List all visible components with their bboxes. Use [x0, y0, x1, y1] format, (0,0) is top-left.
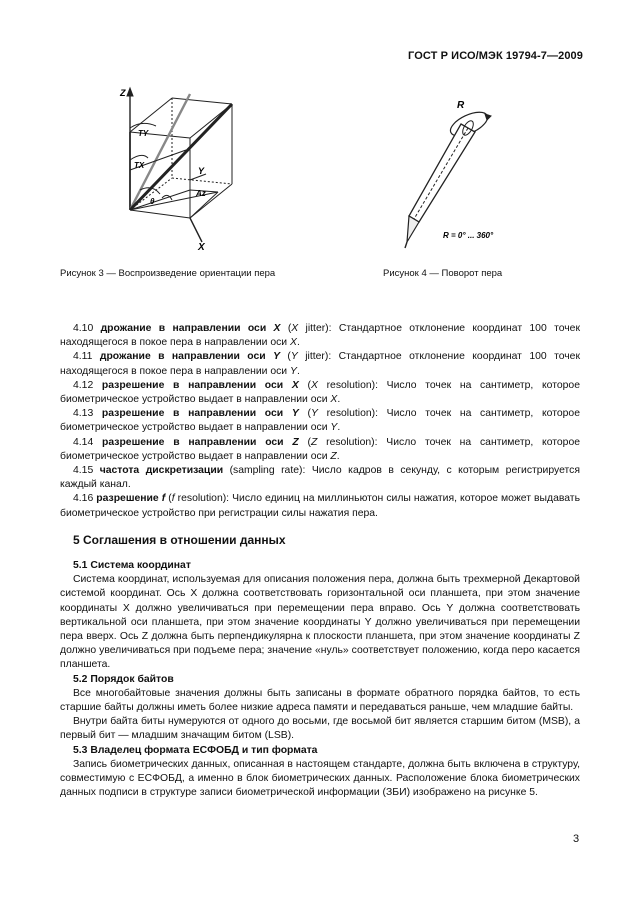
section-5-2-paragraph-2: Внутри байта биты нумеруются от одного до восьми, где восьмой бит является старшим битом (MSB), а первый бит — младшим значащим битом (LSB). — [60, 716, 580, 742]
definition-4-14: 4.14 разрешение в направлении оси Z (Z resolution): Число точек на сантиметр, которое биометрическое устройство выдает в направлении оси Z. — [60, 436, 581, 462]
definition-4-13: 4.13 разрешение в направлении оси Y (Y resolution): Число точек на сантиметр, которое биометрическое устройство выдает в направлении оси Y. — [60, 408, 580, 434]
z-axis-label: Z — [120, 88, 126, 98]
rotation-range-label: R = 0° ... 360° — [443, 231, 494, 240]
figure-4-pen-rotation-diagram — [395, 92, 505, 252]
theta-label: θ — [150, 197, 155, 206]
definition-4-10: 4.10 дрожание в направлении оси X (X jitter): Стандартное отклонение координат 100 точек находящегося в покое пера в направлении оси X. — [60, 323, 581, 349]
figure-3-pen-orientation-diagram — [110, 82, 250, 254]
document-body — [60, 322, 580, 801]
y-axis-label: Y — [198, 166, 205, 176]
section-5-heading: 5 Соглашения в отношении данных — [73, 532, 286, 547]
ty-angle-label: TY — [138, 129, 149, 138]
section-5-2-heading: 5.2 Порядок байтов — [73, 673, 174, 685]
section-5-2-paragraph-1: Все многобайтовые значения должны быть записаны в формате обратного порядка байтов, то есть старшие байты должны иметь более низкие адреса памяти и передаваться раньше, чем младшие байты. — [60, 687, 580, 714]
section-5-3-heading: 5.3 Владелец формата ЕСФОБД и тип формата — [73, 744, 318, 756]
definition-4-16: 4.16 разрешение f (f resolution): Число единиц на миллиньютон силы нажатия, которое может выдавать биометрическое устройство при регистрации силы нажатия пера. — [60, 493, 580, 519]
definition-4-15: 4.15 частота дискретизации (sampling rate): Число кадров в секунду, с которым регистрируется каждый канал. — [60, 465, 580, 491]
rotation-r-label: R — [457, 100, 465, 111]
azimuth-label: Az — [196, 189, 206, 198]
definition-4-11: 4.11 дрожание в направлении оси Y (Y jitter): Стандартное отклонение координат 100 точек находящегося в покое пера в направлении оси Y. — [60, 351, 581, 377]
section-5-1-heading: 5.1 Система координат — [73, 560, 191, 572]
x-axis-label: X — [198, 242, 205, 253]
section-5-3-paragraph: Запись биометрических данных, описанная в настоящем стандарте, должна быть включена в структуру, совместимую с ЕСФОБД, а именно в блок биометрических данных. Расположение блока биометрических данных подписи в структуре записи биометрической информации (ЗБИ) изображено на рисунке 5. — [60, 758, 580, 799]
figure-4-caption: Рисунок 4 — Поворот пера — [383, 268, 503, 279]
tx-angle-label: TX — [134, 161, 145, 170]
document-id: ГОСТ Р ИСО/МЭК 19794-7—2009 — [408, 50, 583, 62]
page-number: 3 — [573, 833, 580, 845]
section-5-1-paragraph: Система координат, используемая для описания положения пера, должна быть трехмерной Декартовой системой координат. Ось X должна соответствовать горизонтальной оси планшета, при этом значение координаты X должно увеличиваться при перемещении пера вправо. Ось Y должна соответствовать вертикальной оси планшета, при этом значение координаты Y должно увеличиваться при перемещении пера вверх. Ось Z должна быть перпендикулярна к плоскости планшета, при этом значение координаты Z должно увеличиваться при подъеме пера; значение «нуль» соответствует положению, когда перо касается планшета. — [60, 574, 580, 671]
figure-3-caption: Рисунок 3 — Воспроизведение ориентации пера — [60, 268, 276, 279]
definition-4-12: 4.12 разрешение в направлении оси X (X resolution): Число точек на сантиметр, которое биометрическое устройство выдает в направлении оси X. — [60, 379, 580, 406]
